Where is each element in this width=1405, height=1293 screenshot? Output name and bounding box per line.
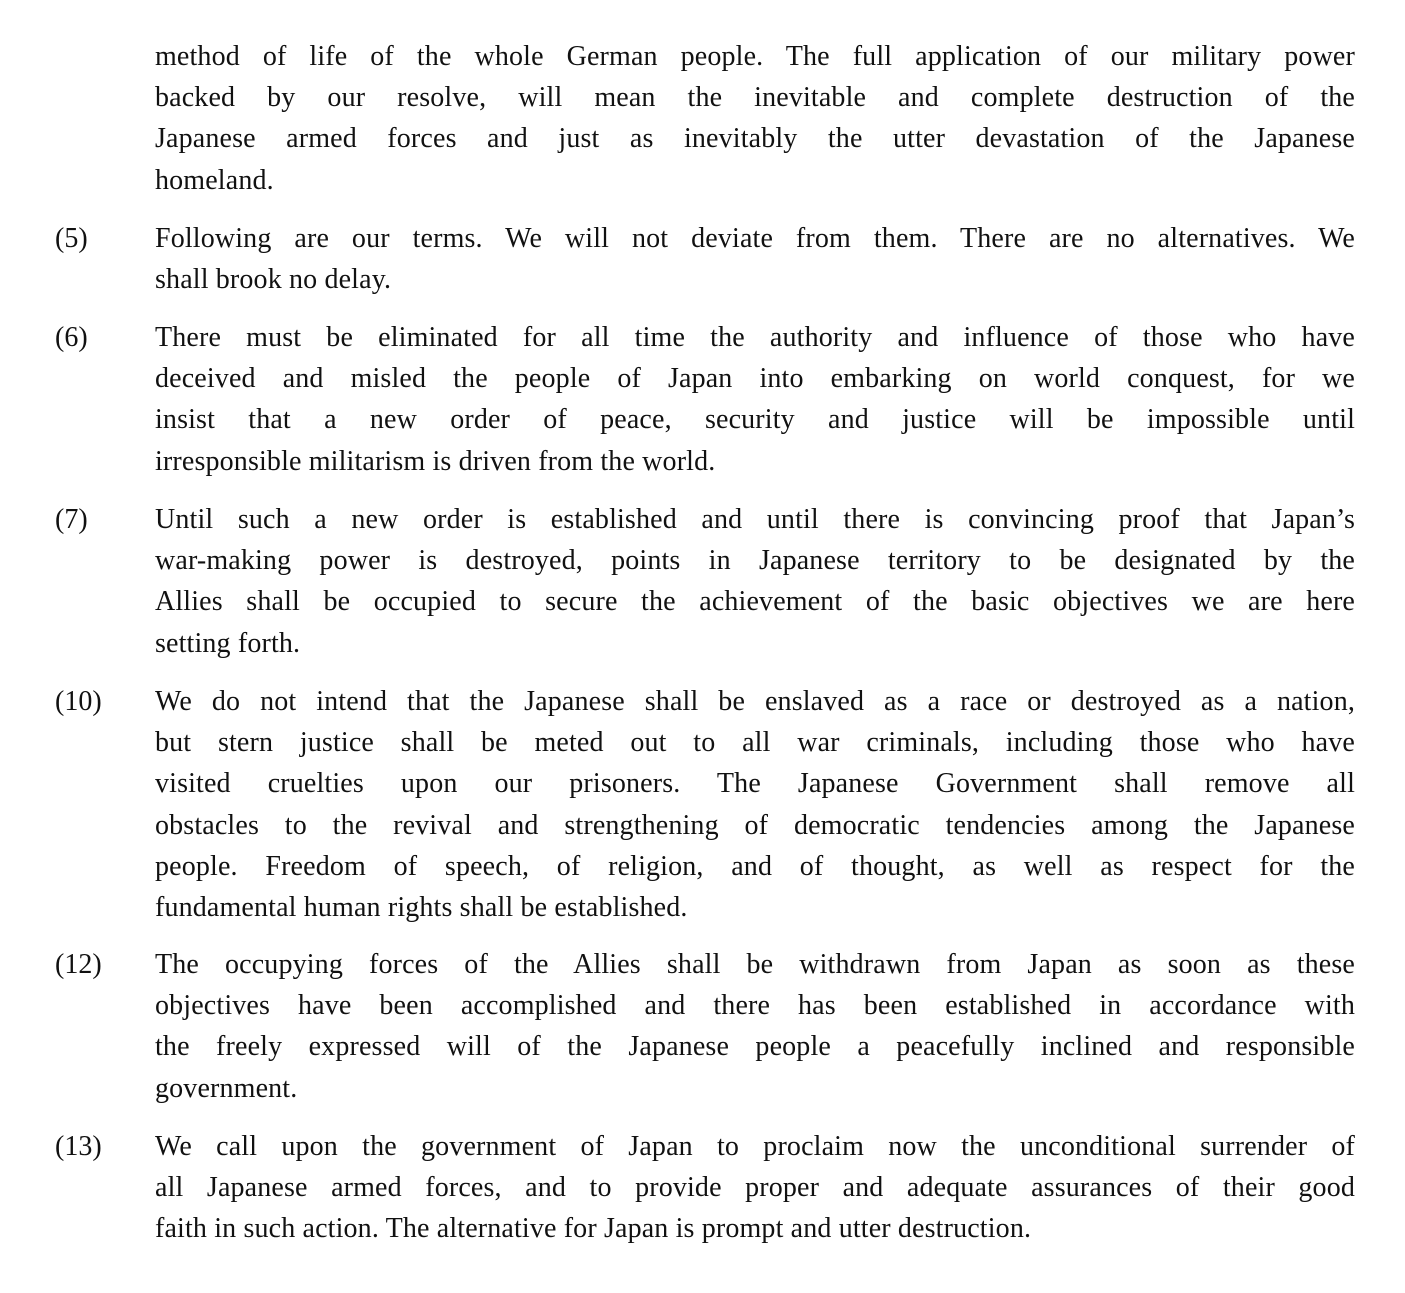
text-line: [155, 1068, 1355, 1109]
text-line: [155, 846, 1355, 887]
text-line: [155, 499, 1355, 540]
text-line-content: homeland.: [155, 164, 274, 196]
paragraph-text: [155, 944, 1355, 1109]
text-line: [155, 259, 1355, 300]
text-line: [155, 160, 1355, 201]
text-line-content: method of life of the whole German people. The full application of our military power: [155, 41, 1355, 72]
text-line: [155, 399, 1355, 440]
text-line-content: We call upon the government of Japan to proclaim now the unconditional surrender of: [155, 1131, 1355, 1162]
text-line-content: government.: [155, 1072, 298, 1104]
text-line-content: the freely expressed will of the Japanese people a peacefully inclined and responsible: [155, 1031, 1355, 1063]
text-line-content: Allies shall be occupied to secure the achievement of the basic objectives we are here: [155, 586, 1355, 618]
text-line: [155, 540, 1355, 581]
text-line-content: war-making power is destroyed, points in Japanese territory to be designated by the: [155, 545, 1355, 577]
paragraph-text: [155, 317, 1355, 482]
text-line-content: shall brook no delay.: [155, 264, 392, 296]
text-line: [155, 805, 1355, 846]
text-line-content: but stern justice shall be meted out to all war criminals, including those who have: [155, 727, 1355, 759]
text-line-content: faith in such action. The alternative for Japan is prompt and utter destruction.: [155, 1213, 1032, 1245]
paragraph-text: [155, 681, 1355, 928]
paragraph-text: [155, 499, 1355, 664]
text-line-content: objectives have been accomplished and there has been established in accordance with: [155, 990, 1355, 1022]
text-line-content: Following are our terms. We will not deviate from them. There are no alternatives. We: [155, 223, 1355, 254]
paragraph-number: (13): [55, 1131, 102, 1162]
text-line: [155, 1026, 1355, 1067]
text-line: [155, 681, 1355, 722]
text-line: [155, 763, 1355, 804]
text-line-content: Until such a new order is established and until there is convincing proof that Japan’s: [155, 504, 1355, 535]
text-line: [155, 1208, 1355, 1249]
text-line-content: people. Freedom of speech, of religion, and of thought, as well as respect for the: [155, 850, 1355, 882]
paragraph-text: [155, 1126, 1355, 1250]
text-line-content: The occupying forces of the Allies shall be withdrawn from Japan as soon as these: [155, 949, 1355, 980]
text-line: [155, 722, 1355, 763]
text-line: [155, 1126, 1355, 1167]
paragraph-text: [155, 218, 1355, 300]
text-line: [155, 77, 1355, 118]
paragraph-number: (6): [55, 322, 88, 353]
text-line-content: Japanese armed forces and just as inevitably the utter devastation of the Japanese: [155, 123, 1355, 155]
text-line-content: fundamental human rights shall be established.: [155, 891, 688, 923]
text-line: [155, 218, 1355, 259]
text-line: [155, 985, 1355, 1026]
text-line: [155, 118, 1355, 159]
paragraph-text: [155, 36, 1355, 201]
text-line: [155, 317, 1355, 358]
paragraph-number: (7): [55, 504, 88, 535]
text-line: [155, 1167, 1355, 1208]
text-line-content: We do not intend that the Japanese shall be enslaved as a race or destroyed as a nation,: [155, 686, 1355, 717]
text-line-content: obstacles to the revival and strengthening of democratic tendencies among the Japanese: [155, 809, 1355, 841]
text-line: [155, 358, 1355, 399]
paragraph-number: (10): [55, 686, 102, 717]
paragraph-number: (12): [55, 949, 102, 980]
text-line: [155, 944, 1355, 985]
text-line: [155, 441, 1355, 482]
text-line-content: visited cruelties upon our prisoners. The Japanese Government shall remove all: [155, 768, 1355, 800]
text-line-content: insist that a new order of peace, security and justice will be impossible until: [155, 404, 1355, 436]
text-line-content: irresponsible militarism is driven from the world.: [155, 445, 716, 477]
text-line-content: setting forth.: [155, 627, 301, 659]
text-line: [155, 887, 1355, 928]
text-line: [155, 36, 1355, 77]
paragraph-number: (5): [55, 223, 88, 254]
text-line-content: all Japanese armed forces, and to provide proper and adequate assurances of their good: [155, 1172, 1355, 1204]
text-line-content: backed by our resolve, will mean the inevitable and complete destruction of the: [155, 82, 1355, 114]
text-line-content: deceived and misled the people of Japan into embarking on world conquest, for we: [155, 363, 1355, 395]
text-line: [155, 623, 1355, 664]
text-line: [155, 581, 1355, 622]
text-line-content: There must be eliminated for all time the authority and influence of those who have: [155, 322, 1355, 353]
